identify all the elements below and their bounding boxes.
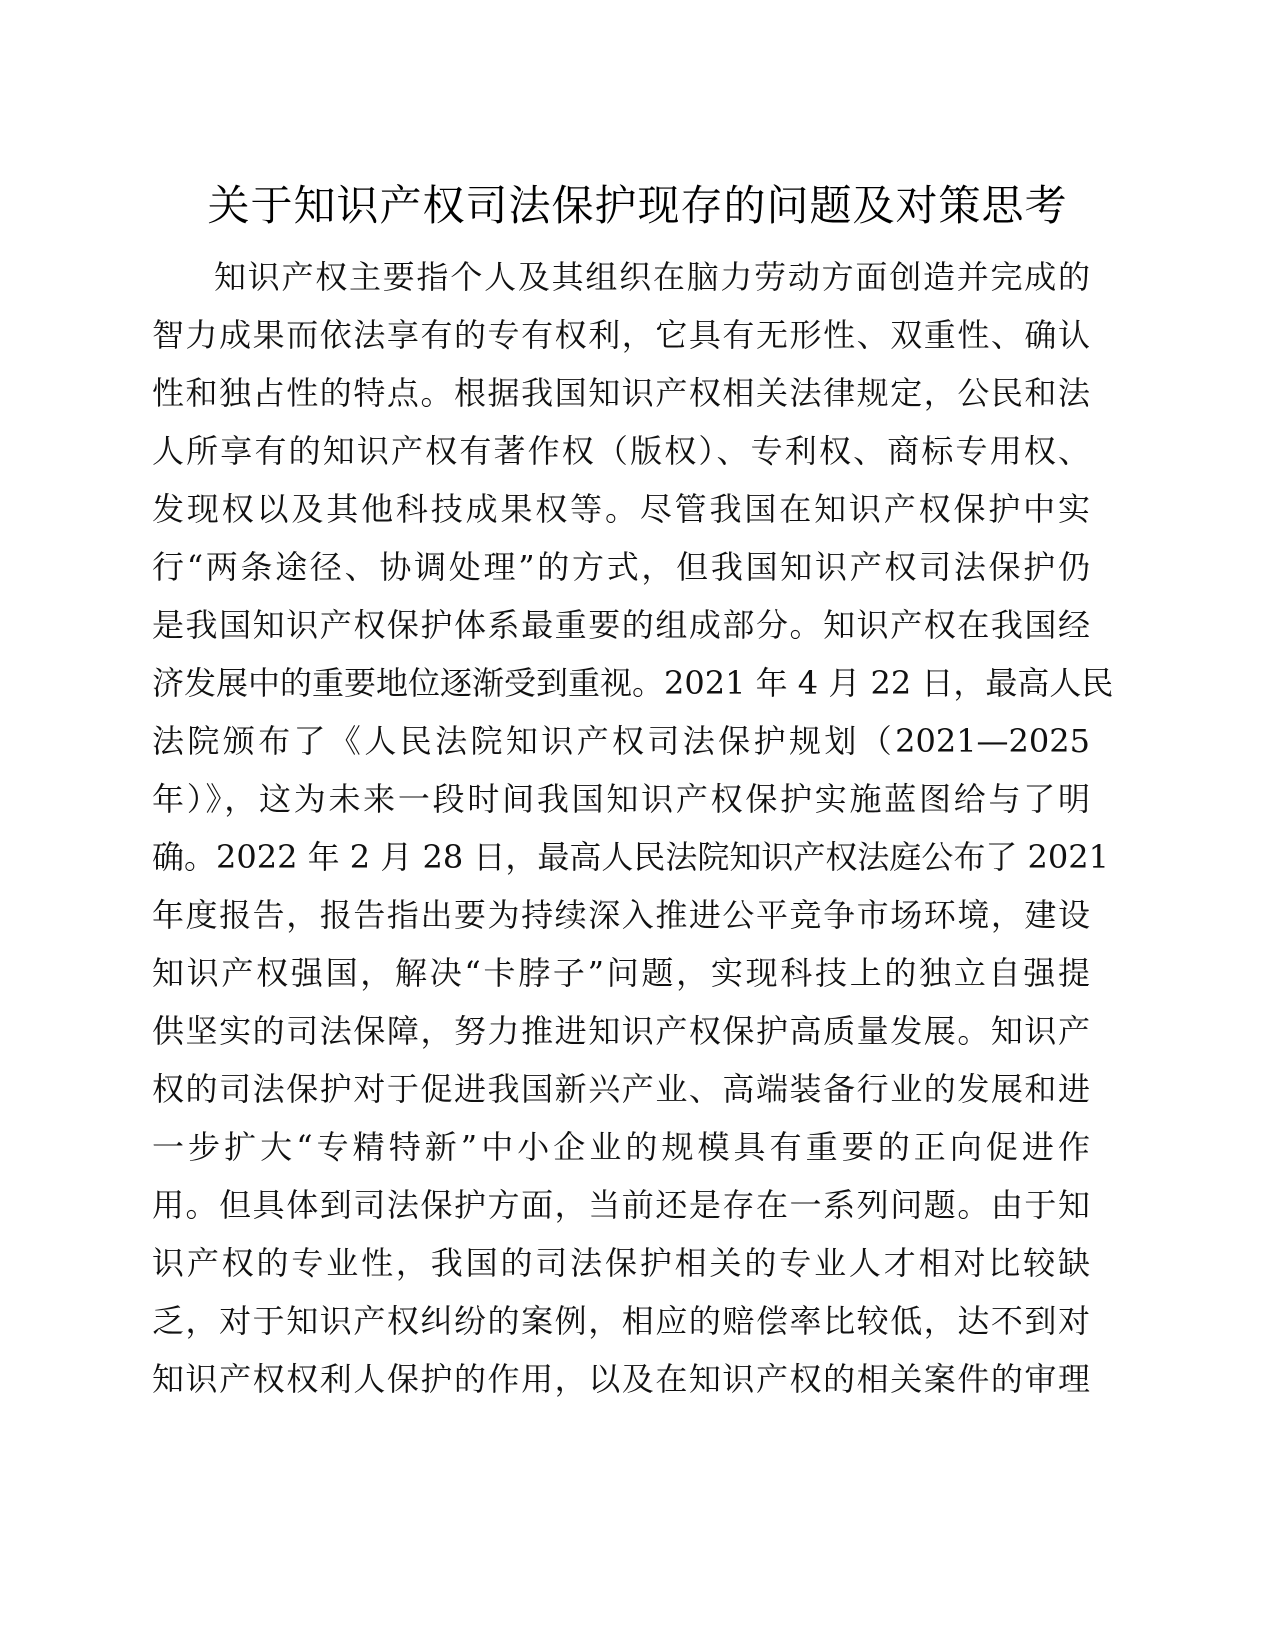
- document-title: 关于知识产权司法保护现存的问题及对策思考: [207, 181, 1068, 230]
- body-paragraph: [152, 248, 1114, 1408]
- text-line: 年）》，这为未来一段时间我国知识产权保护实施蓝图给与了明: [152, 780, 1090, 818]
- text-line: 知识产权权利人保护的作用，以及在知识产权的相关案件的审理: [152, 1360, 1090, 1398]
- text-line: 是我国知识产权保护体系最重要的组成部分。知识产权在我国经: [152, 606, 1090, 644]
- text-line: 一步扩大“专精特新”中小企业的规模具有重要的正向促进作: [152, 1128, 1090, 1166]
- text-line: 知识产权主要指个人及其组织在脑力劳动方面创造并完成的: [214, 258, 1090, 296]
- text-line: 用。但具体到司法保护方面，当前还是存在一系列问题。由于知: [152, 1186, 1090, 1224]
- text-line: 济发展中的重要地位逐渐受到重视。2021 年 4 月 22 日，最高人民: [152, 664, 1114, 702]
- text-line: 确。2022 年 2 月 28 日，最高人民法院知识产权法庭公布了 2021: [152, 838, 1109, 876]
- text-line: 乏，对于知识产权纠纷的案例，相应的赔偿率比较低，达不到对: [152, 1302, 1090, 1340]
- text-line: 行“两条途径、协调处理”的方式，但我国知识产权司法保护仍: [152, 548, 1090, 586]
- text-line: 智力成果而依法享有的专有权利，它具有无形性、双重性、确认: [152, 316, 1090, 354]
- text-line: 权的司法保护对于促进我国新兴产业、高端装备行业的发展和进: [152, 1070, 1090, 1108]
- text-line: 年度报告，报告指出要为持续深入推进公平竞争市场环境，建设: [152, 896, 1090, 934]
- text-line: 性和独占性的特点。根据我国知识产权相关法律规定，公民和法: [152, 374, 1090, 412]
- text-line: 识产权的专业性，我国的司法保护相关的专业人才相对比较缺: [152, 1244, 1090, 1282]
- text-line: 供坚实的司法保障，努力推进知识产权保护高质量发展。知识产: [152, 1012, 1090, 1050]
- text-line: 知识产权强国，解决“卡脖子”问题，实现科技上的独立自强提: [152, 954, 1090, 992]
- text-line: 人所享有的知识产权有著作权（版权）、专利权、商标专用权、: [152, 432, 1090, 470]
- text-line: 发现权以及其他科技成果权等。尽管我国在知识产权保护中实: [152, 490, 1090, 528]
- text-line: 法院颁布了《人民法院知识产权司法保护规划（2021—2025: [152, 722, 1090, 760]
